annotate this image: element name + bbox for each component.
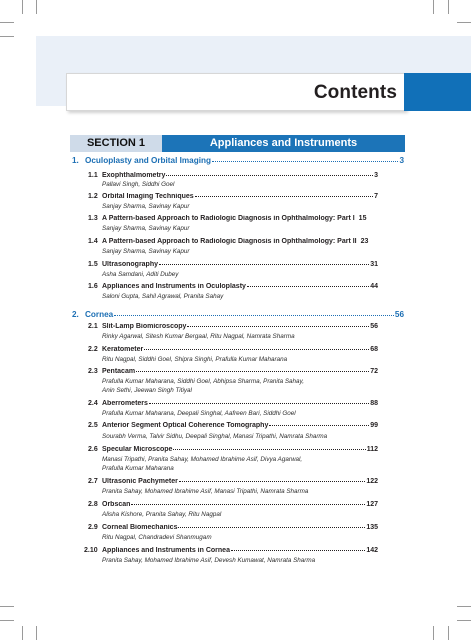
toc-entry[interactable] bbox=[88, 346, 378, 353]
entry-title: A Pattern-based Approach to Radiologic Diagnosis in Ophthalmology: Part II bbox=[102, 238, 357, 245]
entry-title: Exophthalmometry bbox=[102, 172, 166, 179]
dot-leader bbox=[173, 448, 365, 450]
dot-leader bbox=[187, 325, 369, 327]
entry-page: 135 bbox=[366, 524, 378, 531]
entry-authors: Alisha Kishore, Pranita Sahay, Ritu Nagpal bbox=[102, 511, 222, 518]
dot-leader bbox=[136, 370, 369, 372]
title-box bbox=[66, 73, 406, 111]
entry-number: 2.2 bbox=[88, 346, 98, 353]
entry-number: 2.3 bbox=[88, 368, 98, 375]
entry-title: Anterior Segment Optical Coherence Tomography bbox=[102, 422, 269, 429]
entry-page: 72 bbox=[370, 368, 378, 375]
toc-entry[interactable] bbox=[84, 547, 378, 554]
entry-page: 112 bbox=[366, 446, 378, 453]
toc-entry[interactable] bbox=[88, 193, 378, 200]
entry-authors: Manasi Tripathi, Pranita Sahay, Mohamed Ibrahime Asif, Divya Agarwal, bbox=[102, 456, 303, 463]
toc-entry[interactable] bbox=[88, 172, 378, 179]
entry-page: 7 bbox=[374, 193, 378, 200]
entry-page: 3 bbox=[374, 172, 378, 179]
entry-authors: Pranita Sahay, Mohamed Ibrahime Asif, Manasi Tripathi, Namrata Sharma bbox=[102, 488, 309, 495]
entry-page: 23 bbox=[360, 238, 369, 245]
chapter-page: 3 bbox=[399, 156, 404, 165]
entry-authors: Sanjay Sharma, Savinay Kapur bbox=[102, 203, 190, 210]
entry-page: 44 bbox=[370, 283, 378, 290]
entry-authors: Pallavi Singh, Siddhi Goel bbox=[102, 181, 175, 188]
toc-entry[interactable] bbox=[88, 524, 378, 531]
dot-leader bbox=[269, 424, 369, 426]
entry-authors: Prafulla Kumar Maharana, Siddhi Goel, Abhipsa Sharma, Pranita Sahay, bbox=[102, 378, 304, 385]
chapter-page: 56 bbox=[394, 310, 404, 319]
toc-entry[interactable] bbox=[88, 261, 378, 268]
entry-number: 1.1 bbox=[88, 172, 98, 179]
crop-mark bbox=[433, 0, 434, 14]
entry-page: 15 bbox=[358, 215, 367, 222]
entry-number: 2.1 bbox=[88, 323, 98, 330]
entry-number: 1.2 bbox=[88, 193, 98, 200]
entry-authors: Sanjay Sharma, Savinay Kapur bbox=[102, 225, 190, 232]
chapter-title: Oculoplasty and Orbital Imaging bbox=[85, 156, 212, 165]
entry-title: Aberrometers bbox=[102, 400, 148, 407]
crop-mark bbox=[433, 626, 434, 640]
dot-leader bbox=[212, 160, 398, 162]
dot-leader bbox=[195, 195, 373, 197]
toc-entry[interactable] bbox=[88, 238, 380, 245]
entry-title: Appliances and Instruments in Cornea bbox=[102, 547, 230, 554]
dot-leader bbox=[178, 526, 365, 528]
entry-authors: Anin Sethi, Jeewan Singh Titiyal bbox=[102, 387, 192, 394]
toc-entry[interactable] bbox=[88, 422, 378, 429]
entry-title: Slit-Lamp Biomicroscopy bbox=[102, 323, 187, 330]
entry-authors: Sourabh Verma, Talvir Sidhu, Deepali Singhal, Manasi Tripathi, Namrata Sharma bbox=[102, 433, 328, 440]
entry-title: Ultrasonic Pachymeter bbox=[102, 478, 178, 485]
section-header bbox=[70, 135, 405, 152]
entry-number: 1.4 bbox=[88, 238, 98, 245]
entry-authors: Ritu Nagpal, Siddhi Goel, Shipra Singhi, Prafulla Kumar Maharana bbox=[102, 356, 288, 363]
entry-title: Corneal Biomechanics bbox=[102, 524, 178, 531]
entry-number: 2.4 bbox=[88, 400, 98, 407]
entry-number: 2.6 bbox=[88, 446, 98, 453]
toc-entry[interactable] bbox=[88, 323, 378, 330]
toc-entry[interactable] bbox=[88, 283, 378, 290]
chapter-number: 2. bbox=[72, 310, 79, 319]
entry-number: 2.9 bbox=[88, 524, 98, 531]
toc-entry[interactable] bbox=[88, 400, 378, 407]
entry-title: A Pattern-based Approach to Radiologic Diagnosis in Ophthalmology: Part I bbox=[102, 215, 355, 222]
crop-mark bbox=[448, 0, 449, 14]
crop-mark bbox=[36, 626, 37, 640]
entry-page: 31 bbox=[370, 261, 378, 268]
entry-number: 2.5 bbox=[88, 422, 98, 429]
toc-entry[interactable] bbox=[88, 478, 378, 485]
dot-leader bbox=[247, 285, 369, 287]
entry-title: Appliances and Instruments in Oculoplasty bbox=[102, 283, 246, 290]
entry-title: Keratometer bbox=[102, 346, 144, 353]
entry-page: 122 bbox=[366, 478, 378, 485]
entry-authors: Saloni Gupta, Sahil Agrawal, Pranita Sahay bbox=[102, 293, 224, 300]
crop-mark bbox=[0, 36, 14, 37]
entry-title: Ultrasonography bbox=[102, 261, 159, 268]
entry-page: 68 bbox=[370, 346, 378, 353]
entry-page: 99 bbox=[370, 422, 378, 429]
entry-authors: Prafulla Kumar Maharana bbox=[102, 465, 174, 472]
entry-title: Orbscan bbox=[102, 501, 131, 508]
crop-mark bbox=[0, 606, 14, 607]
crop-mark bbox=[457, 606, 471, 607]
chapter-title: Cornea bbox=[85, 310, 114, 319]
entry-number: 1.3 bbox=[88, 215, 98, 222]
entry-title: Orbital Imaging Techniques bbox=[102, 193, 194, 200]
section-title: Appliances and Instruments bbox=[209, 137, 358, 149]
entry-number: 2.7 bbox=[88, 478, 98, 485]
entry-title: Specular Microscope bbox=[102, 446, 173, 453]
crop-mark bbox=[457, 22, 471, 23]
entry-number: 2.10 bbox=[84, 547, 98, 554]
dot-leader bbox=[114, 314, 394, 316]
section-label: SECTION 1 bbox=[70, 135, 162, 152]
crop-mark bbox=[448, 626, 449, 640]
toc-entry[interactable] bbox=[88, 215, 380, 222]
entry-authors: Asha Samdani, Aditi Dubey bbox=[102, 271, 179, 278]
toc-chapter[interactable] bbox=[72, 156, 404, 165]
crop-mark bbox=[0, 22, 14, 23]
toc-chapter[interactable] bbox=[72, 310, 404, 319]
dot-leader bbox=[159, 263, 369, 265]
page-title: Contents bbox=[313, 82, 397, 103]
entry-number: 1.5 bbox=[88, 261, 98, 268]
entry-authors: Pranita Sahay, Mohamed Ibrahime Asif, Devesh Kumawat, Namrata Sharma bbox=[102, 557, 316, 564]
entry-authors: Ritu Nagpal, Chandradevi Shanmugam bbox=[102, 534, 212, 541]
dot-leader bbox=[179, 480, 365, 482]
entry-authors: Rinky Agarwal, Sitesh Kumar Bergaal, Ritu Nagpal, Namrata Sharma bbox=[102, 333, 295, 340]
crop-mark bbox=[0, 620, 14, 621]
entry-page: 142 bbox=[366, 547, 378, 554]
crop-mark bbox=[22, 0, 23, 14]
chapter-number: 1. bbox=[72, 156, 79, 165]
title-accent-tab bbox=[404, 73, 471, 111]
toc-entry[interactable] bbox=[88, 368, 378, 375]
dot-leader bbox=[166, 174, 373, 176]
dot-leader bbox=[144, 348, 369, 350]
toc-entry[interactable] bbox=[88, 446, 378, 453]
crop-mark bbox=[36, 0, 37, 14]
entry-page: 127 bbox=[366, 501, 378, 508]
entry-page: 56 bbox=[370, 323, 378, 330]
dot-leader bbox=[149, 402, 369, 404]
entry-number: 1.6 bbox=[88, 283, 98, 290]
dot-leader bbox=[231, 549, 365, 551]
entry-title: Pentacam bbox=[102, 368, 136, 375]
entry-authors: Sanjay Sharma, Savinay Kapur bbox=[102, 248, 190, 255]
entry-page: 88 bbox=[370, 400, 378, 407]
toc-entry[interactable] bbox=[88, 501, 378, 508]
crop-mark bbox=[457, 620, 471, 621]
crop-mark bbox=[22, 626, 23, 640]
dot-leader bbox=[131, 503, 365, 505]
entry-number: 2.8 bbox=[88, 501, 98, 508]
entry-authors: Prafulla Kumar Maharana, Deepali Singhal, Aafreen Bari, Siddhi Goel bbox=[102, 410, 296, 417]
